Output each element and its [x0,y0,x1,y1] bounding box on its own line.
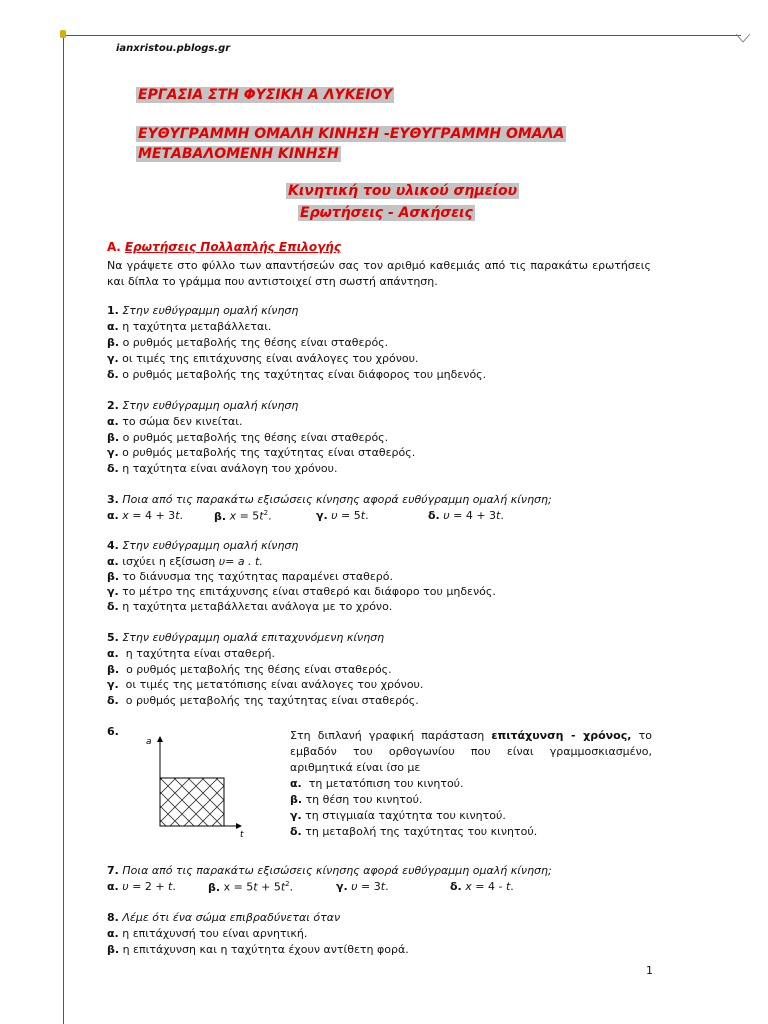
q6-option-d: δ. τη μεταβολή της ταχύτητας του κινητού. [290,825,538,838]
q5-option-b: β. ο ρυθμός μεταβολής της θέσης είναι σταθερός. [107,663,392,676]
q6-text-block [290,728,652,840]
q4-option-d: δ. η ταχύτητα μεταβάλλεται ανάλογα με το χρόνο. [107,600,393,613]
page-number: 1 [646,964,653,977]
q2-option-c: γ. ο ρυθμός μεταβολής της ταχύτητας είναι σταθερός. [107,446,416,459]
q7-option-c: γ. υ = 3t. [336,880,389,893]
question-8: 8. Λέμε ότι ένα σώμα επιβραδύνεται όταν [107,911,341,924]
q5-option-a: α. η ταχύτητα είναι σταθερή. [107,647,276,660]
q3-option-a: α. x = 4 + 3t. [107,509,184,522]
title-line-4: Κινητική του υλικού σημείου [288,183,518,199]
question-4: 4. Στην ευθύγραμμη ομαλή κίνηση [107,539,299,552]
q3-option-c: γ. υ = 5t. [316,509,369,522]
section-intro: Να γράψετε στο φύλλο των απαντήσεών σας τον αριθμό καθεμιάς από τις παρακάτω ερωτήσεις και δίπλα το γράμμα που αντιστοιχεί στη σωστή απάντηση. [107,259,651,288]
q3-option-d: δ. υ = 4 + 3t. [428,509,504,522]
question-5: 5. Στην ευθύγραμμη ομαλά επιταχυνόμενη κίνηση [107,631,385,644]
q4-option-c: γ. το μέτρο της επιτάχυνσης είναι σταθερό και διάφορο του μηδενός. [107,585,496,598]
title-line-3: ΜΕΤΑΒΑΛΟΜΕΝΗ ΚΙΝΗΣΗ [138,146,339,162]
q8-option-a: α. η επιτάχυνσή του είναι αρνητική. [107,927,308,940]
title-line-2: ΕΥΘΥΓΡΑΜΜΗ ΟΜΑΛΗ ΚΙΝΗΣΗ -ΕΥΘΥΓΡΑΜΜΗ ΟΜΑΛΑ [138,126,565,142]
q4-option-a: α. ισχύει η εξίσωση υ= a . t. [107,555,263,568]
page-fold-icon [736,34,750,46]
page-border-left [63,35,64,1024]
q2-option-b: β. ο ρυθμός μεταβολής της θέσης είναι σταθερός. [107,431,389,444]
question-2: 2. Στην ευθύγραμμη ομαλή κίνηση [107,399,299,412]
q2-option-a: α. το σώμα δεν κινείται. [107,415,243,428]
graph-x-label: t [240,830,244,840]
page-border-top [63,35,741,36]
q7-option-d: δ. x = 4 - t. [450,880,514,893]
q1-option-b: β. ο ρυθμός μεταβολής της θέσης είναι σταθερός. [107,336,389,349]
q7-option-a: α. υ = 2 + t. [107,880,176,893]
title-line-5: Ερωτήσεις - Ασκήσεις [300,205,473,221]
q1-option-d: δ. ο ρυθμός μεταβολής της ταχύτητας είναι διάφορος του μηδενός. [107,368,487,381]
question-7: 7. Ποια από τις παρακάτω εξισώσεις κίνησης αφορά ευθύγραμμη ομαλή κίνηση; [107,864,552,877]
section-letter: Α. [107,240,121,254]
q2-option-d: δ. η ταχύτητα είναι ανάλογη του χρόνου. [107,462,338,475]
graph-hatched-area [160,778,224,826]
q1-option-c: γ. οι τιμές της επιτάχυνσης είναι ανάλογες του χρόνου. [107,352,419,365]
q8-option-b: β. η επιτάχυνση και η ταχύτητα έχουν αντίθετη φορά. [107,943,409,956]
graph-x-arrow [236,823,242,829]
q5-option-d: δ. ο ρυθμός μεταβολής της ταχύτητας είναι σταθερός. [107,694,419,707]
acceleration-time-graph [140,730,250,840]
graph-y-arrow [157,736,163,742]
pencil-icon [60,30,66,38]
q5-option-c: γ. οι τιμές της μετατόπισης είναι ανάλογες του χρόνου. [107,678,424,691]
q6-option-b: β. τη θέση του κινητού. [290,793,423,806]
section-title: Ερωτήσεις Πολλαπλής Επιλογής [124,240,341,254]
site-url: ianxristou.pblogs.gr [116,43,231,54]
q6-option-c: γ. τη στιγμιαία ταχύτητα του κινητού. [290,809,506,822]
q6-option-a: α. τη μετατόπιση του κινητού. [290,777,464,790]
question-1: 1. Στην ευθύγραμμη ομαλή κίνηση [107,304,299,317]
question-3: 3. Ποια από τις παρακάτω εξισώσεις κίνησης αφορά ευθύγραμμη ομαλή κίνηση; [107,493,552,506]
q6-statement: Στη διπλανή γραφική παράσταση επιτάχυνση - χρόνος, το εμβαδόν του ορθογωνίου που είναι γραμμοσκιασμένο, αριθμητικά είναι ίσο με [290,729,653,774]
q3-option-b: β. $x = 5t^2$. [214,509,272,523]
title-line-1: ΕΡΓΑΣΙΑ ΣΤΗ ΦΥΣΙΚΗ Α ΛΥΚΕΙΟΥ [138,87,393,103]
q7-option-b: β. $x = 5t + 5t^2$. [208,880,294,894]
q1-option-a: α. η ταχύτητα μεταβάλλεται. [107,320,272,333]
graph-y-label: a [146,737,152,747]
q4-option-b: β. το διάνυσμα της ταχύτητας παραμένει σταθερό. [107,570,393,583]
section-a-heading [107,240,341,254]
question-6-number: 6. [107,725,119,738]
